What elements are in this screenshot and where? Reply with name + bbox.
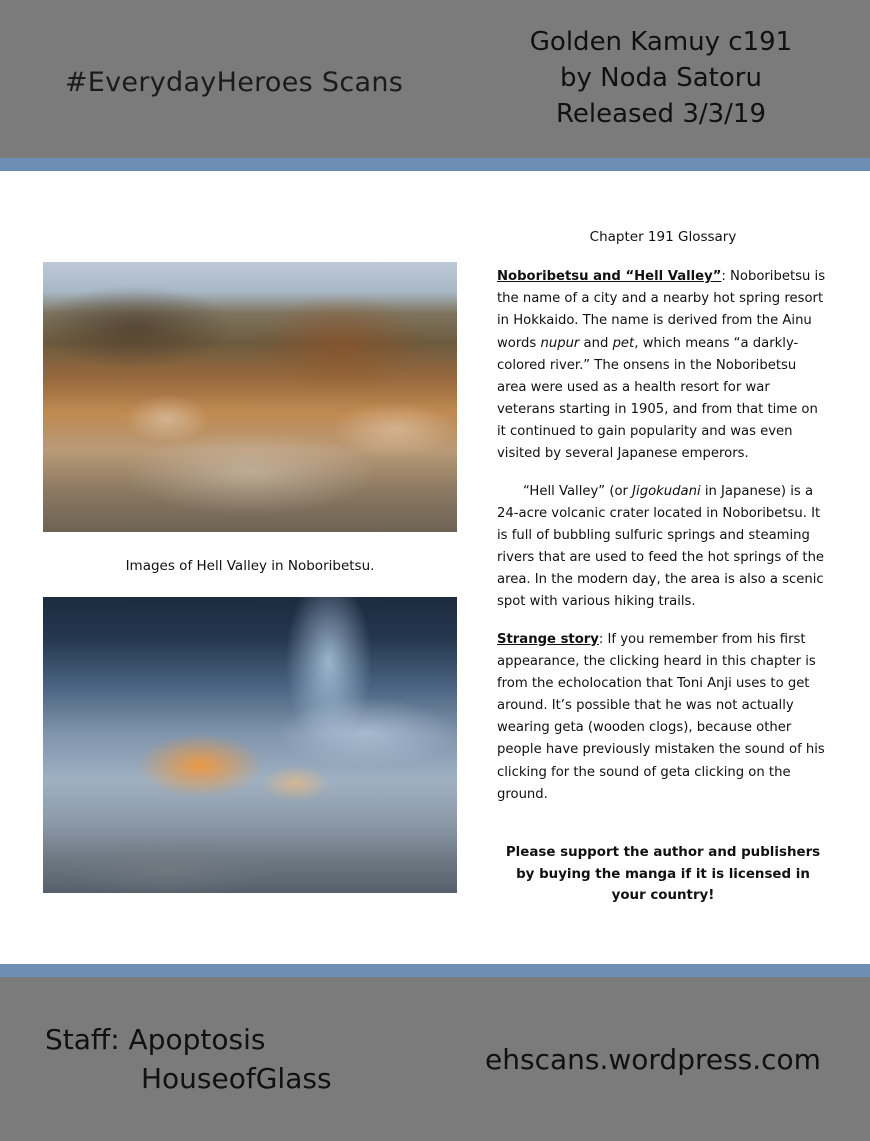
release-date: Released 3/3/19 <box>555 98 767 129</box>
photo-hell-valley-night <box>43 597 457 893</box>
scans-group-title: #EverydayHeroes Scans <box>64 66 404 98</box>
glossary-title: Chapter 191 Glossary <box>589 229 737 245</box>
header-right-group <box>468 25 870 133</box>
glossary-entry-lead: Noboribetsu and “Hell Valley” <box>497 269 722 284</box>
glossary-entry-body-1: “Hell Valley” (or <box>523 483 633 499</box>
header-left-group <box>0 61 468 98</box>
glossary-entry-hell-valley <box>497 481 829 614</box>
glossary-entry-italic-2: pet <box>612 335 635 351</box>
glossary-entry-body-1: : Noboribetsu is the name of a city and a nearby hot spring resort in Hokkaido. The name is derived from the Ainu words <box>497 269 826 351</box>
image-caption: Images of Hell Valley in Noboribetsu. <box>125 558 375 574</box>
author-credit: by Noda Satoru <box>560 63 762 94</box>
support-note: Please support the author and publishers by buying the manga if it is licensed in your country! <box>505 844 821 904</box>
glossary-entry-body-1: : If you remember from his first appearance, the clicking heard in this chapter is from the echolocation that Toni Anji uses to get around. It’s possible that he was not actually wearing geta (wooden clogs), because other people have previously mistaken the sound of his clicking for the sound of geta clicking on the ground. <box>497 631 825 802</box>
glossary-column <box>497 229 829 907</box>
glossary-entry-italic-1: nupur <box>540 335 580 351</box>
photo-hell-valley-daytime <box>43 262 457 532</box>
glossary-entry-body-3: , which means “a darkly-colored river.” The onsens in the Noboribetsu area were used as a health resort for war veterans starting in 1905, and from that time on it continued to gain popularity and was even visited by several Japanese emperors. <box>497 335 818 462</box>
header-divider-rule <box>0 158 870 171</box>
staff-credits <box>0 1023 446 1095</box>
image-column <box>43 262 457 893</box>
series-title: Golden Kamuy c191 <box>529 27 793 58</box>
glossary-entry-italic-1: Jigokudani <box>632 483 701 499</box>
website-group <box>446 1043 870 1076</box>
website-link[interactable]: ehscans.wordpress.com <box>485 1042 821 1076</box>
footer-band <box>0 977 870 1141</box>
glossary-entry-noboribetsu <box>497 266 829 466</box>
footer-divider-rule <box>0 964 870 977</box>
header-band <box>0 0 870 158</box>
glossary-entry-strange-story <box>497 629 829 806</box>
glossary-entry-body-2: and <box>579 335 613 351</box>
glossary-entry-body-2: in Japanese) is a 24-acre volcanic crater located in Noboribetsu. It is full of bubbling sulfuric springs and steaming rivers that are used to feed the hot springs of the area. In the modern day, the area is also a scenic spot with various hiking trails. <box>497 483 825 610</box>
staff-line-1: Staff: Apoptosis <box>45 1023 266 1056</box>
staff-line-2: HouseofGlass <box>141 1062 332 1095</box>
glossary-entry-lead: Strange story <box>497 631 599 647</box>
page-body <box>0 171 870 964</box>
